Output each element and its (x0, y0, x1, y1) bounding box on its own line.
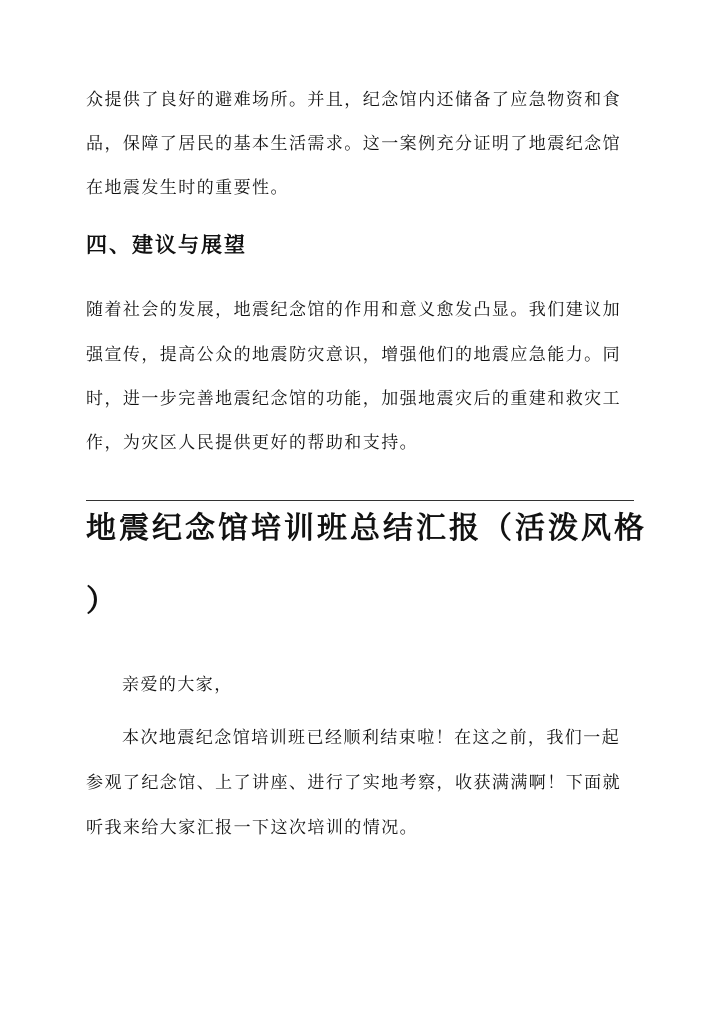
greeting: 亲爱的大家， (122, 675, 233, 695)
paragraph-line: 参观了纪念馆、上了讲座、进行了实地考察，收获满满啊！下面就 (86, 773, 622, 793)
section-heading: 四、建议与展望 (86, 232, 247, 257)
document-title-continuation: ） (86, 584, 119, 619)
paragraph-line: 强宣传，提高公众的地震防灾意识，增强他们的地震应急能力。同 (86, 345, 622, 365)
paragraph-line: 听我来给大家汇报一下这次培训的情况。 (86, 818, 419, 838)
paragraph-line: 本次地震纪念馆培训班已经顺利结束啦！在这之前，我们一起 (122, 728, 621, 748)
section-divider (86, 500, 634, 501)
paragraph-line: 品，保障了居民的基本生活需求。这一案例充分证明了地震纪念馆 (86, 134, 622, 154)
paragraph-line: 时，进一步完善地震纪念馆的功能，加强地震灾后的重建和救灾工 (86, 389, 622, 409)
paragraph-line: 众提供了良好的避难场所。并且，纪念馆内还储备了应急物资和食 (86, 90, 622, 110)
paragraph-line: 作，为灾区人民提供更好的帮助和支持。 (86, 433, 419, 453)
paragraph-line: 在地震发生时的重要性。 (86, 178, 289, 198)
paragraph-line: 随着社会的发展，地震纪念馆的作用和意义愈发凸显。我们建议加 (86, 300, 622, 320)
document-title: 地震纪念馆培训班总结汇报（活泼风格 (86, 511, 647, 546)
